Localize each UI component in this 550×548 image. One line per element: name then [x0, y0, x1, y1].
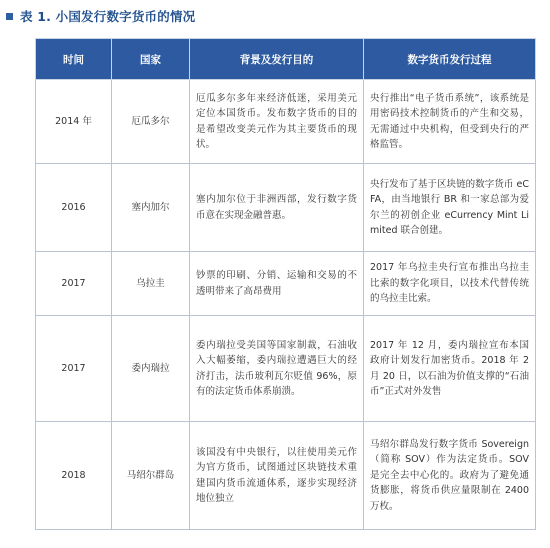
- cell-background: [190, 422, 364, 530]
- cell-process-text: 马绍尔群岛发行数字货币 Sovereign（简称 SOV）作为法定货币。SOV 是完全去中心化的。政府为了避免通货膨胀，将货币供应量限制在 2400 万枚。: [370, 439, 529, 512]
- table-row: [36, 164, 536, 252]
- cell-time: 2016: [36, 164, 112, 252]
- cell-background-text: 该国没有中央银行，以往使用美元作为官方货币，试图通过区块链技术重建国内货币流通体系，逐步实现经济地位独立: [196, 446, 357, 504]
- header-row: [36, 39, 536, 80]
- cell-process: [364, 422, 536, 530]
- table-row: [36, 80, 536, 164]
- cell-process-text: 央行发布了基于区块链的数字货币 eCFA，由当地银行 BR 和一家总部为爱尔兰的初创企业 eCurrency Mint Limited 联合创建。: [370, 178, 529, 236]
- cell-background: [190, 164, 364, 252]
- cell-background-text: 钞票的印刷、分销、运输和交易的不透明带来了高昂费用: [196, 270, 357, 297]
- table-row: [36, 252, 536, 316]
- cell-background: [190, 252, 364, 316]
- cell-time: 2018: [36, 422, 112, 530]
- cell-background-text: 委内瑞拉受美国等国家制裁，石油收入大幅萎缩，委内瑞拉遭遇巨大的经济打击，法币玻利瓦尔贬值 96%，原有的法定货币体系崩溃。: [196, 339, 357, 397]
- cell-process-text: 2017 年乌拉圭央行宣布推出乌拉圭比索的数字化项目，以技术代替传统的乌拉圭比索。: [370, 262, 529, 305]
- bullet-square-icon: [6, 13, 13, 20]
- cell-country: 厄瓜多尔: [112, 80, 190, 164]
- table-title: 表 1. 小国发行数字货币的情况: [20, 9, 196, 24]
- cell-process: [364, 80, 536, 164]
- table-row: [36, 316, 536, 422]
- cell-country: 塞内加尔: [112, 164, 190, 252]
- cell-time: 2017: [36, 316, 112, 422]
- header-time: 时间: [36, 39, 112, 80]
- cell-background: [190, 316, 364, 422]
- cell-country: 马绍尔群岛: [112, 422, 190, 530]
- header-background: 背景及发行目的: [190, 39, 364, 80]
- table-body: [36, 80, 536, 530]
- cell-background: [190, 80, 364, 164]
- header-process: 数字货币发行过程: [364, 39, 536, 80]
- cell-process: [364, 252, 536, 316]
- cell-process: [364, 316, 536, 422]
- cell-process-text: 央行推出“电子货币系统”，该系统是用密码技术控制货币的产生和交易，无需通过中央机构，但受到央行的严格监管。: [370, 92, 529, 150]
- digital-currency-table: [35, 38, 536, 530]
- header-country: 国家: [112, 39, 190, 80]
- table-row: [36, 422, 536, 530]
- cell-time: 2014 年: [36, 80, 112, 164]
- cell-process: [364, 164, 536, 252]
- cell-country: 乌拉圭: [112, 252, 190, 316]
- table-header: [36, 39, 536, 80]
- cell-background-text: 塞内加尔位于非洲西部，发行数字货币意在实现金融普惠。: [196, 194, 357, 221]
- cell-country: 委内瑞拉: [112, 316, 190, 422]
- cell-process-text: 2017 年 12 月，委内瑞拉宣布本国政府计划发行加密货币。2018 年 2 月 20 日，以石油为价值支撑的“石油币”正式对外发售: [370, 339, 529, 397]
- table-caption: [6, 6, 195, 26]
- cell-time: 2017: [36, 252, 112, 316]
- cell-background-text: 厄瓜多尔多年来经济低迷，采用美元定位本国货币。发布数字货币的目的是希望改变美元作为其主要货币的现状。: [196, 92, 357, 150]
